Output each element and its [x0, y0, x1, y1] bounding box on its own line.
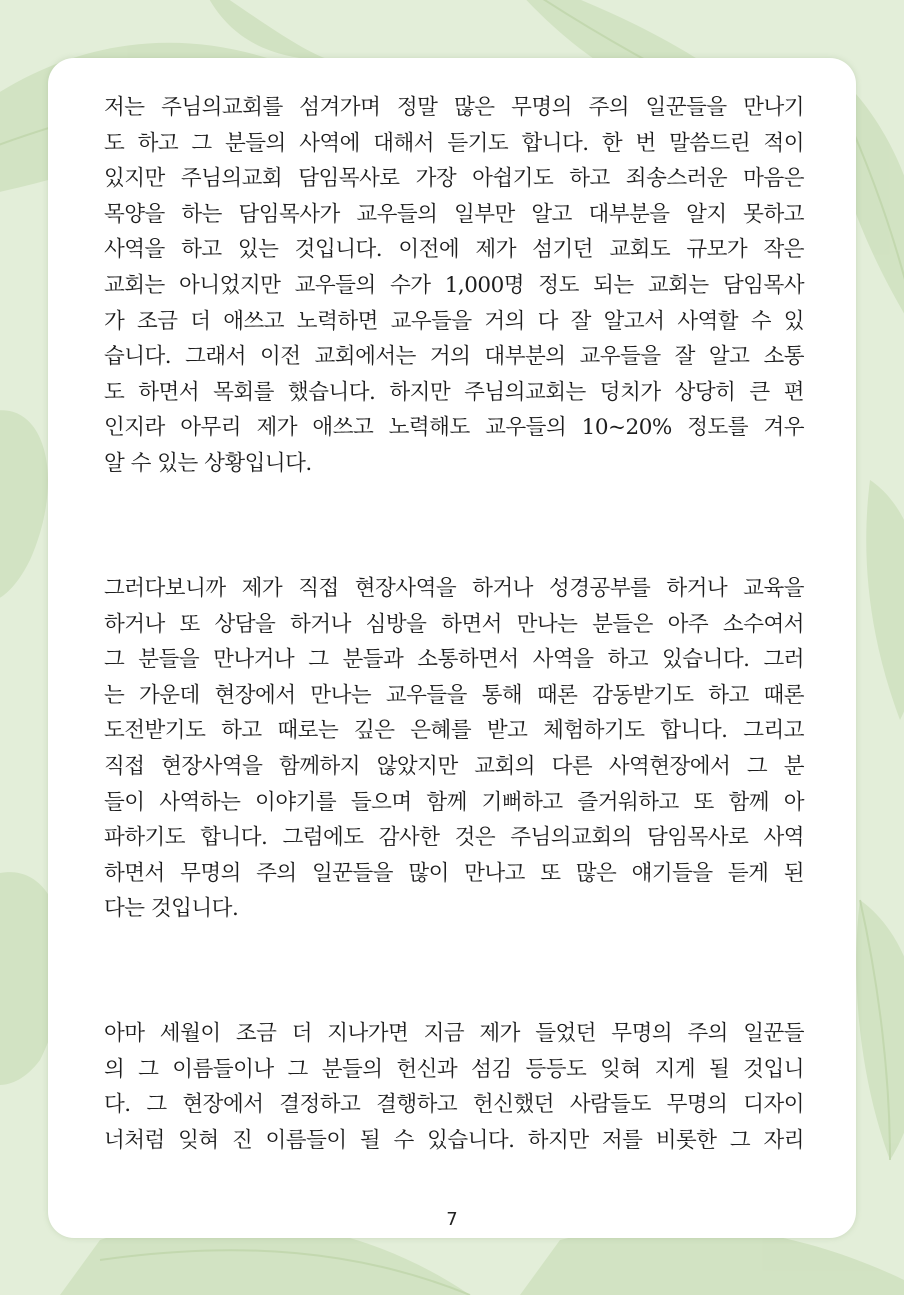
paragraph-line: 도전받기도 하고 때로는 깊은 은혜를 받고 체험하기도 합니다. 그리고 — [104, 718, 804, 744]
paragraph-line: 가 조금 더 애쓰고 노력하면 교우들을 거의 다 잘 알고서 사역할 수 있 — [104, 308, 804, 334]
paragraph-line: 들이 사역하는 이야기를 들으며 함께 기뻐하고 즐거워하고 또 함께 아 — [104, 789, 804, 815]
paragraph-line: 하거나 또 상담을 하거나 심방을 하면서 만나는 분들은 아주 소수여서 — [104, 611, 804, 637]
page-number: 7 — [446, 1209, 458, 1230]
paragraph-line: 저는 주님의교회를 섬겨가며 정말 많은 무명의 주의 일꾼들을 만나기 — [104, 95, 804, 120]
paragraph-line: 목양을 하는 담임목사가 교우들의 일부만 알고 대부분을 알지 못하고 — [104, 201, 804, 227]
paragraph-line: 그 분들을 만나거나 그 분들과 소통하면서 사역을 하고 있습니다. 그러 — [104, 647, 804, 673]
paragraph-line: 습니다. 그래서 이전 교회에서는 거의 대부분의 교우들을 잘 알고 소통 — [104, 344, 804, 370]
paragraph-line: 는 가운데 현장에서 만나는 교우들을 통해 때론 감동받기도 하고 때론 — [104, 682, 804, 708]
paragraph-line: 사역을 하고 있는 것입니다. 이전에 제가 섬기던 교회도 규모가 작은 — [104, 237, 804, 263]
paragraph-line: 파하기도 합니다. 그럼에도 감사한 것은 주님의교회의 담임목사로 사역 — [104, 825, 804, 851]
paragraph-line: 아마 세월이 조금 더 지나가면 지금 제가 들었던 무명의 주의 일꾼들 — [104, 1021, 804, 1046]
paragraph-line: 도 하고 그 분들의 사역에 대해서 듣기도 합니다. 한 번 말씀드린 적이 — [104, 130, 804, 156]
paragraph-line: 인지라 아무리 제가 애쓰고 노력해도 교우들의 10~20% 정도를 겨우 — [104, 415, 804, 441]
paragraph-3 — [104, 1016, 804, 1158]
paragraph-line: 다는 것입니다. — [104, 896, 239, 922]
paragraph-line: 하면서 무명의 주의 일꾼들을 많이 만나고 또 많은 얘기들을 듣게 된 — [104, 860, 804, 886]
paragraph-line: 있지만 주님의교회 담임목사로 가장 아쉽기도 하고 죄송스러운 마음은 — [104, 166, 804, 192]
paragraph-line: 도 하면서 목회를 했습니다. 하지만 주님의교회는 덩치가 상당히 큰 편 — [104, 379, 804, 405]
paragraph-line: 직접 현장사역을 함께하지 않았지만 교회의 다른 사역현장에서 그 분 — [104, 753, 804, 779]
paragraph-2 — [104, 571, 804, 927]
paragraph-line: 너처럼 잊혀 진 이름들이 될 수 있습니다. 하지만 저를 비롯한 그 자리 — [104, 1127, 804, 1153]
paragraph-line: 다. 그 현장에서 결정하고 결행하고 헌신했던 사람들도 무명의 디자이 — [104, 1092, 804, 1118]
paragraph-1 — [104, 90, 804, 482]
paragraph-line: 교회는 아니었지만 교우들의 수가 1,000명 정도 되는 교회는 담임목사 — [104, 272, 804, 298]
paragraph-line: 그러다보니까 제가 직접 현장사역을 하거나 성경공부를 하거나 교육을 — [104, 576, 804, 601]
paragraph-line: 의 그 이름들이나 그 분들의 헌신과 섬김 등등도 잊혀 지게 될 것입니 — [104, 1056, 804, 1082]
paragraph-line: 알 수 있는 상황입니다. — [104, 450, 312, 476]
